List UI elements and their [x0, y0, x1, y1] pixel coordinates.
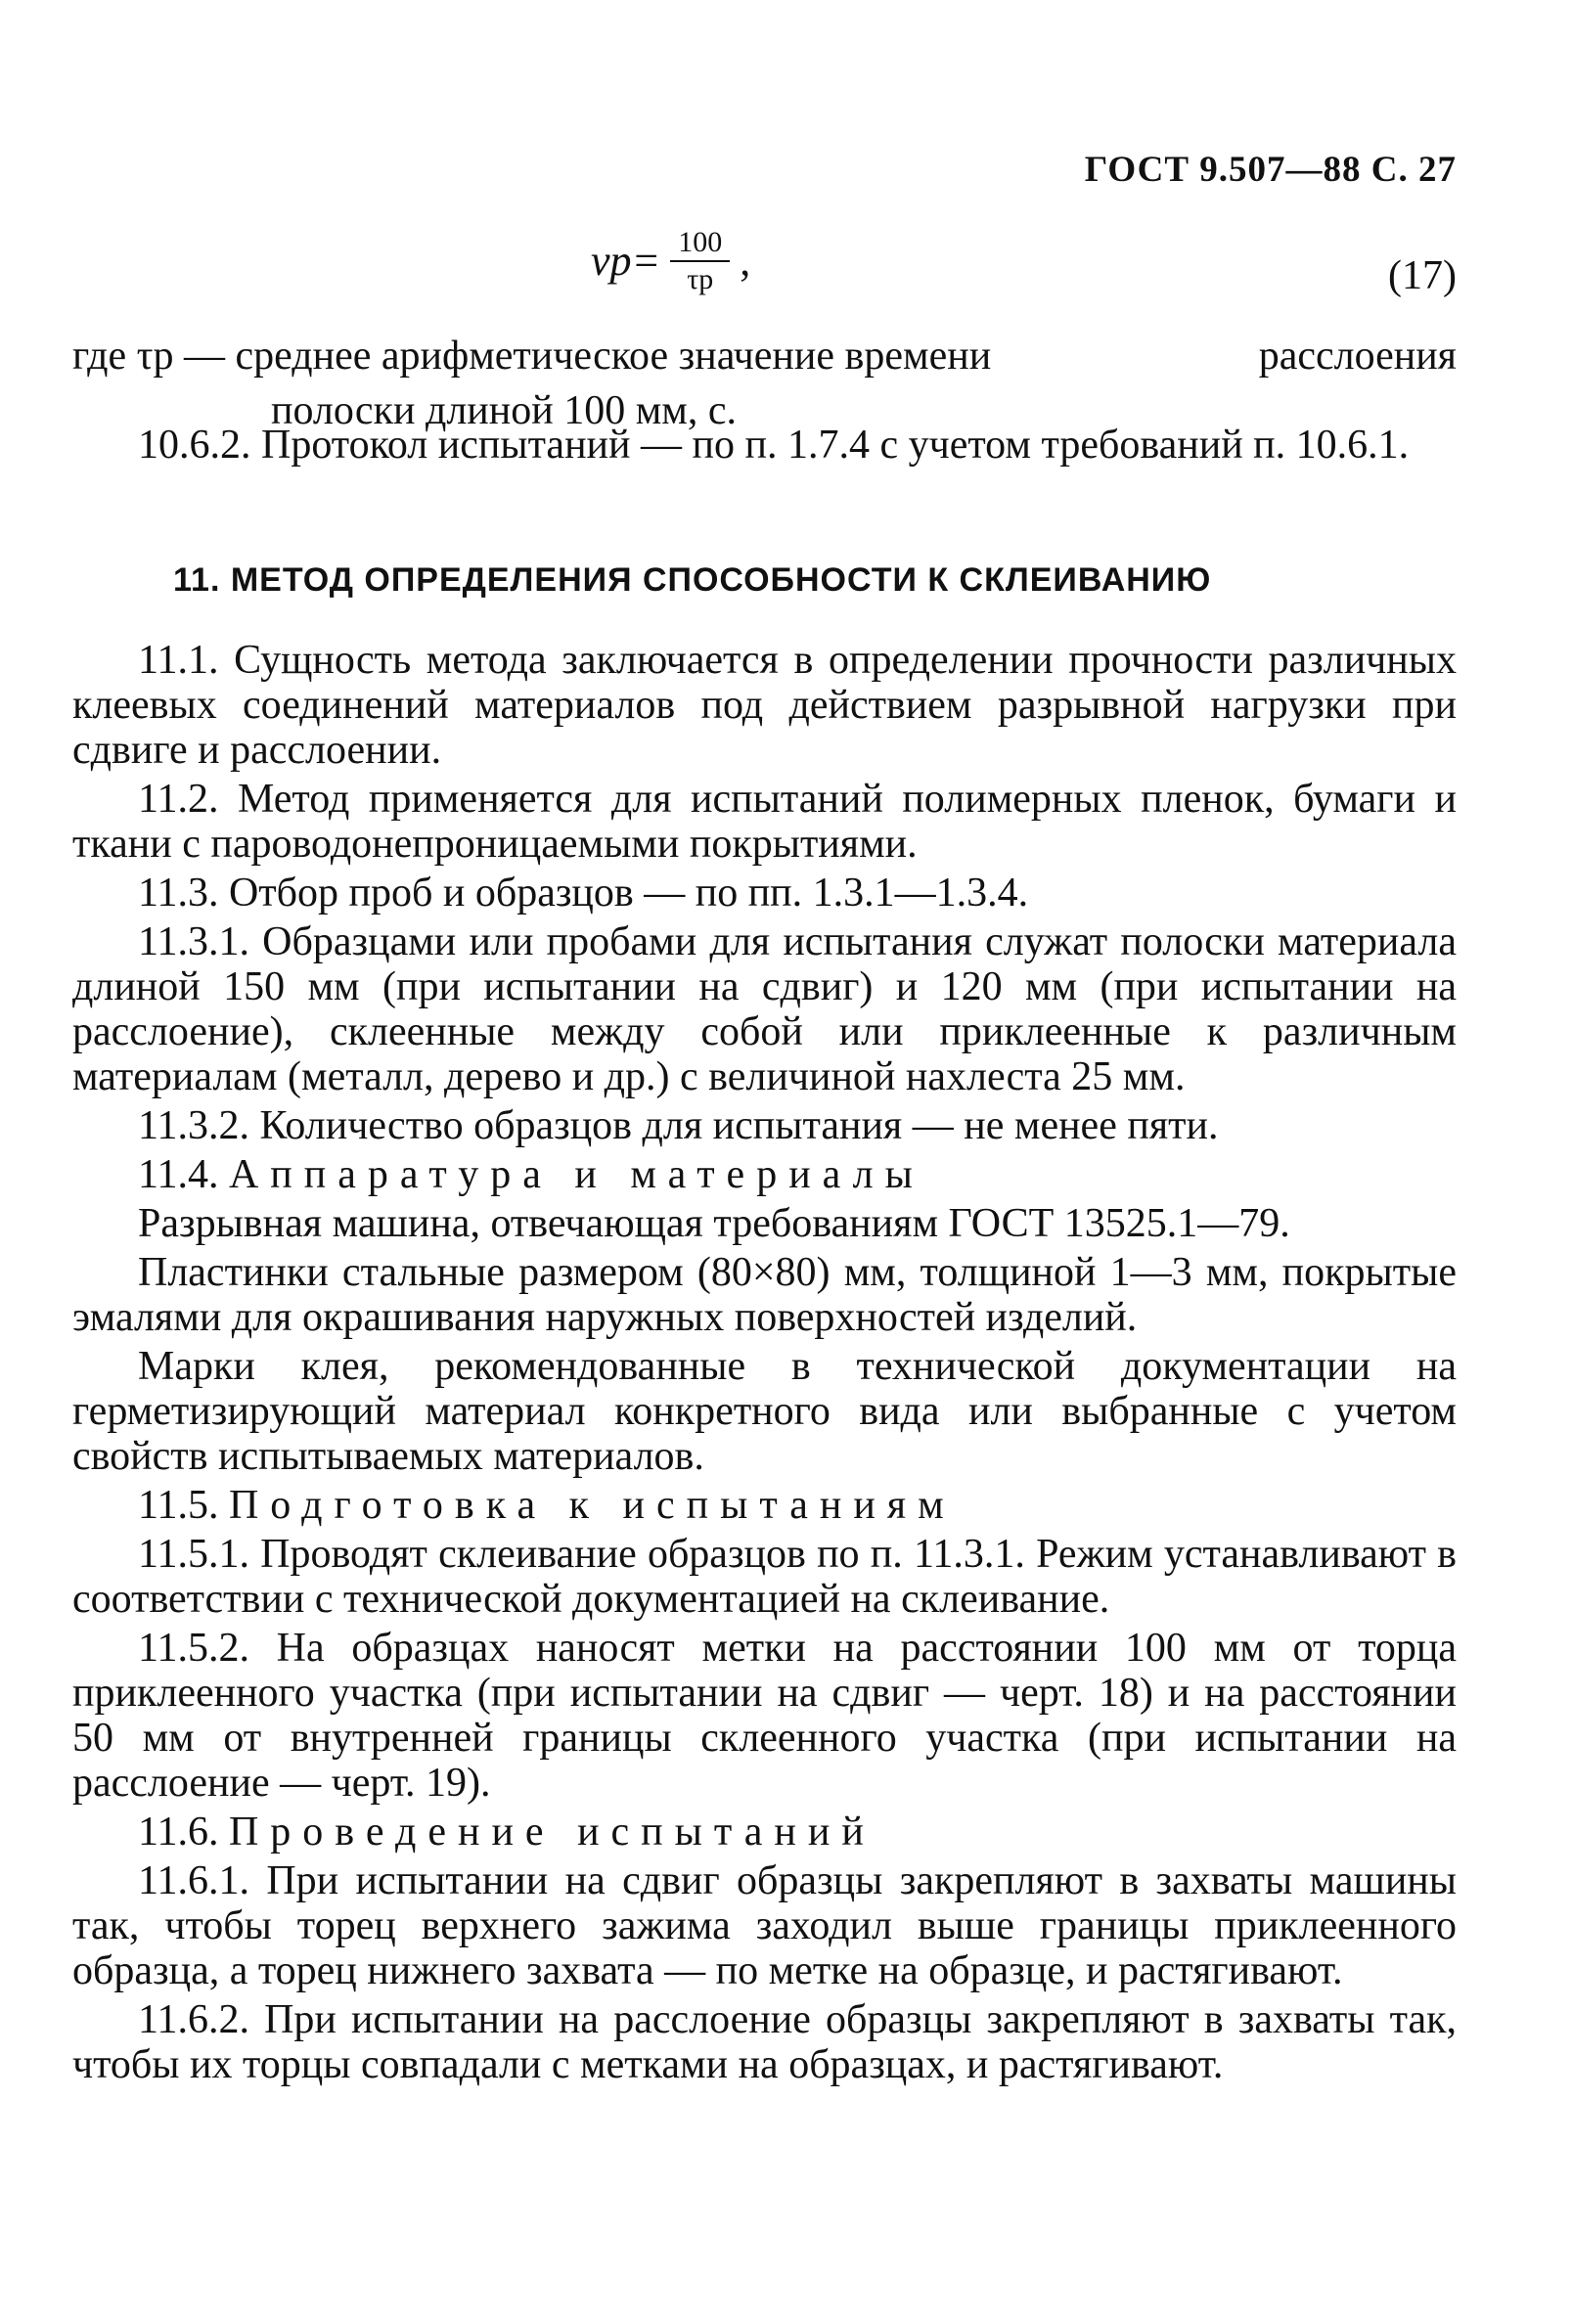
subheading-11-6-number: 11.6.	[138, 1810, 219, 1855]
paragraph-11-5-2: 11.5.2. На образцах наносят метки на расстоянии 100 мм от торца приклеенного участка (при испытании на сдвиг — черт. 18) и на расстоянии 50 мм от внутренней границы склеенного участка (при испытании на расслоение — черт. 19).	[72, 1626, 1457, 1806]
clause-10-6-2	[72, 423, 1457, 468]
legend-line-1-left: где τp — среднее арифметическое значение времени	[72, 334, 992, 379]
legend-line-2: полоски длиной 100 мм, с.	[271, 388, 738, 433]
legend-line-1-right: расслоения	[1258, 334, 1457, 379]
formula-denominator: τp	[687, 262, 714, 295]
paragraph-11-3-2: 11.3.2. Количество образцов для испытания — не менее пяти.	[138, 1103, 1219, 1148]
section-title: 11. МЕТОД ОПРЕДЕЛЕНИЯ СПОСОБНОСТИ К СКЛЕИВАНИЮ	[173, 561, 1212, 599]
paragraph-11-5-1: 11.5.1. Проводят склеивание образцов по п. 11.3.1. Режим устанавливают в соответствии с технической документацией на склеивание.	[72, 1532, 1457, 1622]
subheading-11-5-number: 11.5.	[138, 1483, 219, 1528]
formula-17	[72, 227, 1457, 325]
paragraph-10-6-2: 10.6.2. Протокол испытаний — по п. 1.7.4 с учетом требований п. 10.6.1.	[138, 423, 1410, 468]
paragraph-machine: Разрывная машина, отвечающая требованиям ГОСТ 13525.1—79.	[138, 1201, 1290, 1246]
subheading-11-5-title: Подготовка к испытаниям	[228, 1483, 956, 1528]
paragraph-glue: Марки клея, рекомендованные в технической документации на герметизирующий материал конкретного вида или выбранные с учетом свойств испытываемых материалов.	[72, 1344, 1457, 1479]
section-body	[72, 638, 1457, 2091]
equation-number: (17)	[1388, 253, 1457, 298]
paragraph-11-6-1: 11.6.1. При испытании на сдвиг образцы закрепляют в захваты машины так, чтобы торец верхнего зажима заходил выше границы приклеенного образца, а торец нижнего захвата — по метке на образце, и растягивают.	[72, 1858, 1457, 1993]
subheading-11-5	[72, 1483, 1457, 1528]
subheading-11-4	[72, 1152, 1457, 1197]
page-header: ГОСТ 9.507—88 С. 27	[1084, 150, 1457, 190]
formula-fraction	[670, 227, 730, 294]
paragraph-11-1: 11.1. Сущность метода заключается в определении прочности различных клеевых соединений материалов под действием разрывной нагрузки при сдвиге и расслоении.	[72, 638, 1457, 773]
paragraph-11-3-1: 11.3.1. Образцами или пробами для испытания служат полоски материала длиной 150 мм (при испытании на сдвиг) и 120 мм (при испытании на расслоение), склеенные между собой или приклеенные к различным материалам (металл, дерево и др.) с величиной нахлеста 25 мм.	[72, 919, 1457, 1099]
subheading-11-6	[72, 1810, 1457, 1855]
formula-numerator: 100	[670, 227, 730, 262]
formula-expression	[591, 227, 750, 294]
paragraph-11-2: 11.2. Метод применяется для испытаний полимерных пленок, бумаги и ткани с пароводонепроницаемыми покрытиями.	[72, 777, 1457, 867]
subheading-11-6-title: Проведение испытаний	[228, 1810, 876, 1855]
legend-line-1	[72, 329, 1457, 383]
paragraph-11-6-2: 11.6.2. При испытании на расслоение образцы закрепляют в захваты так, чтобы их торцы совпадали с метками на образцах, и растягивают.	[72, 1997, 1457, 2087]
formula-lhs: vp=	[591, 237, 661, 285]
formula-trailing-comma: ,	[740, 237, 751, 285]
subheading-11-4-number: 11.4.	[138, 1152, 219, 1197]
paragraph-plates: Пластинки стальные размером (80×80) мм, толщиной 1—3 мм, покрытые эмалями для окрашивания наружных поверхностей изделий.	[72, 1250, 1457, 1340]
paragraph-11-3: 11.3. Отбор проб и образцов — по пп. 1.3.1—1.3.4.	[138, 871, 1029, 916]
subheading-11-4-title: Аппаратура и материалы	[228, 1152, 924, 1197]
